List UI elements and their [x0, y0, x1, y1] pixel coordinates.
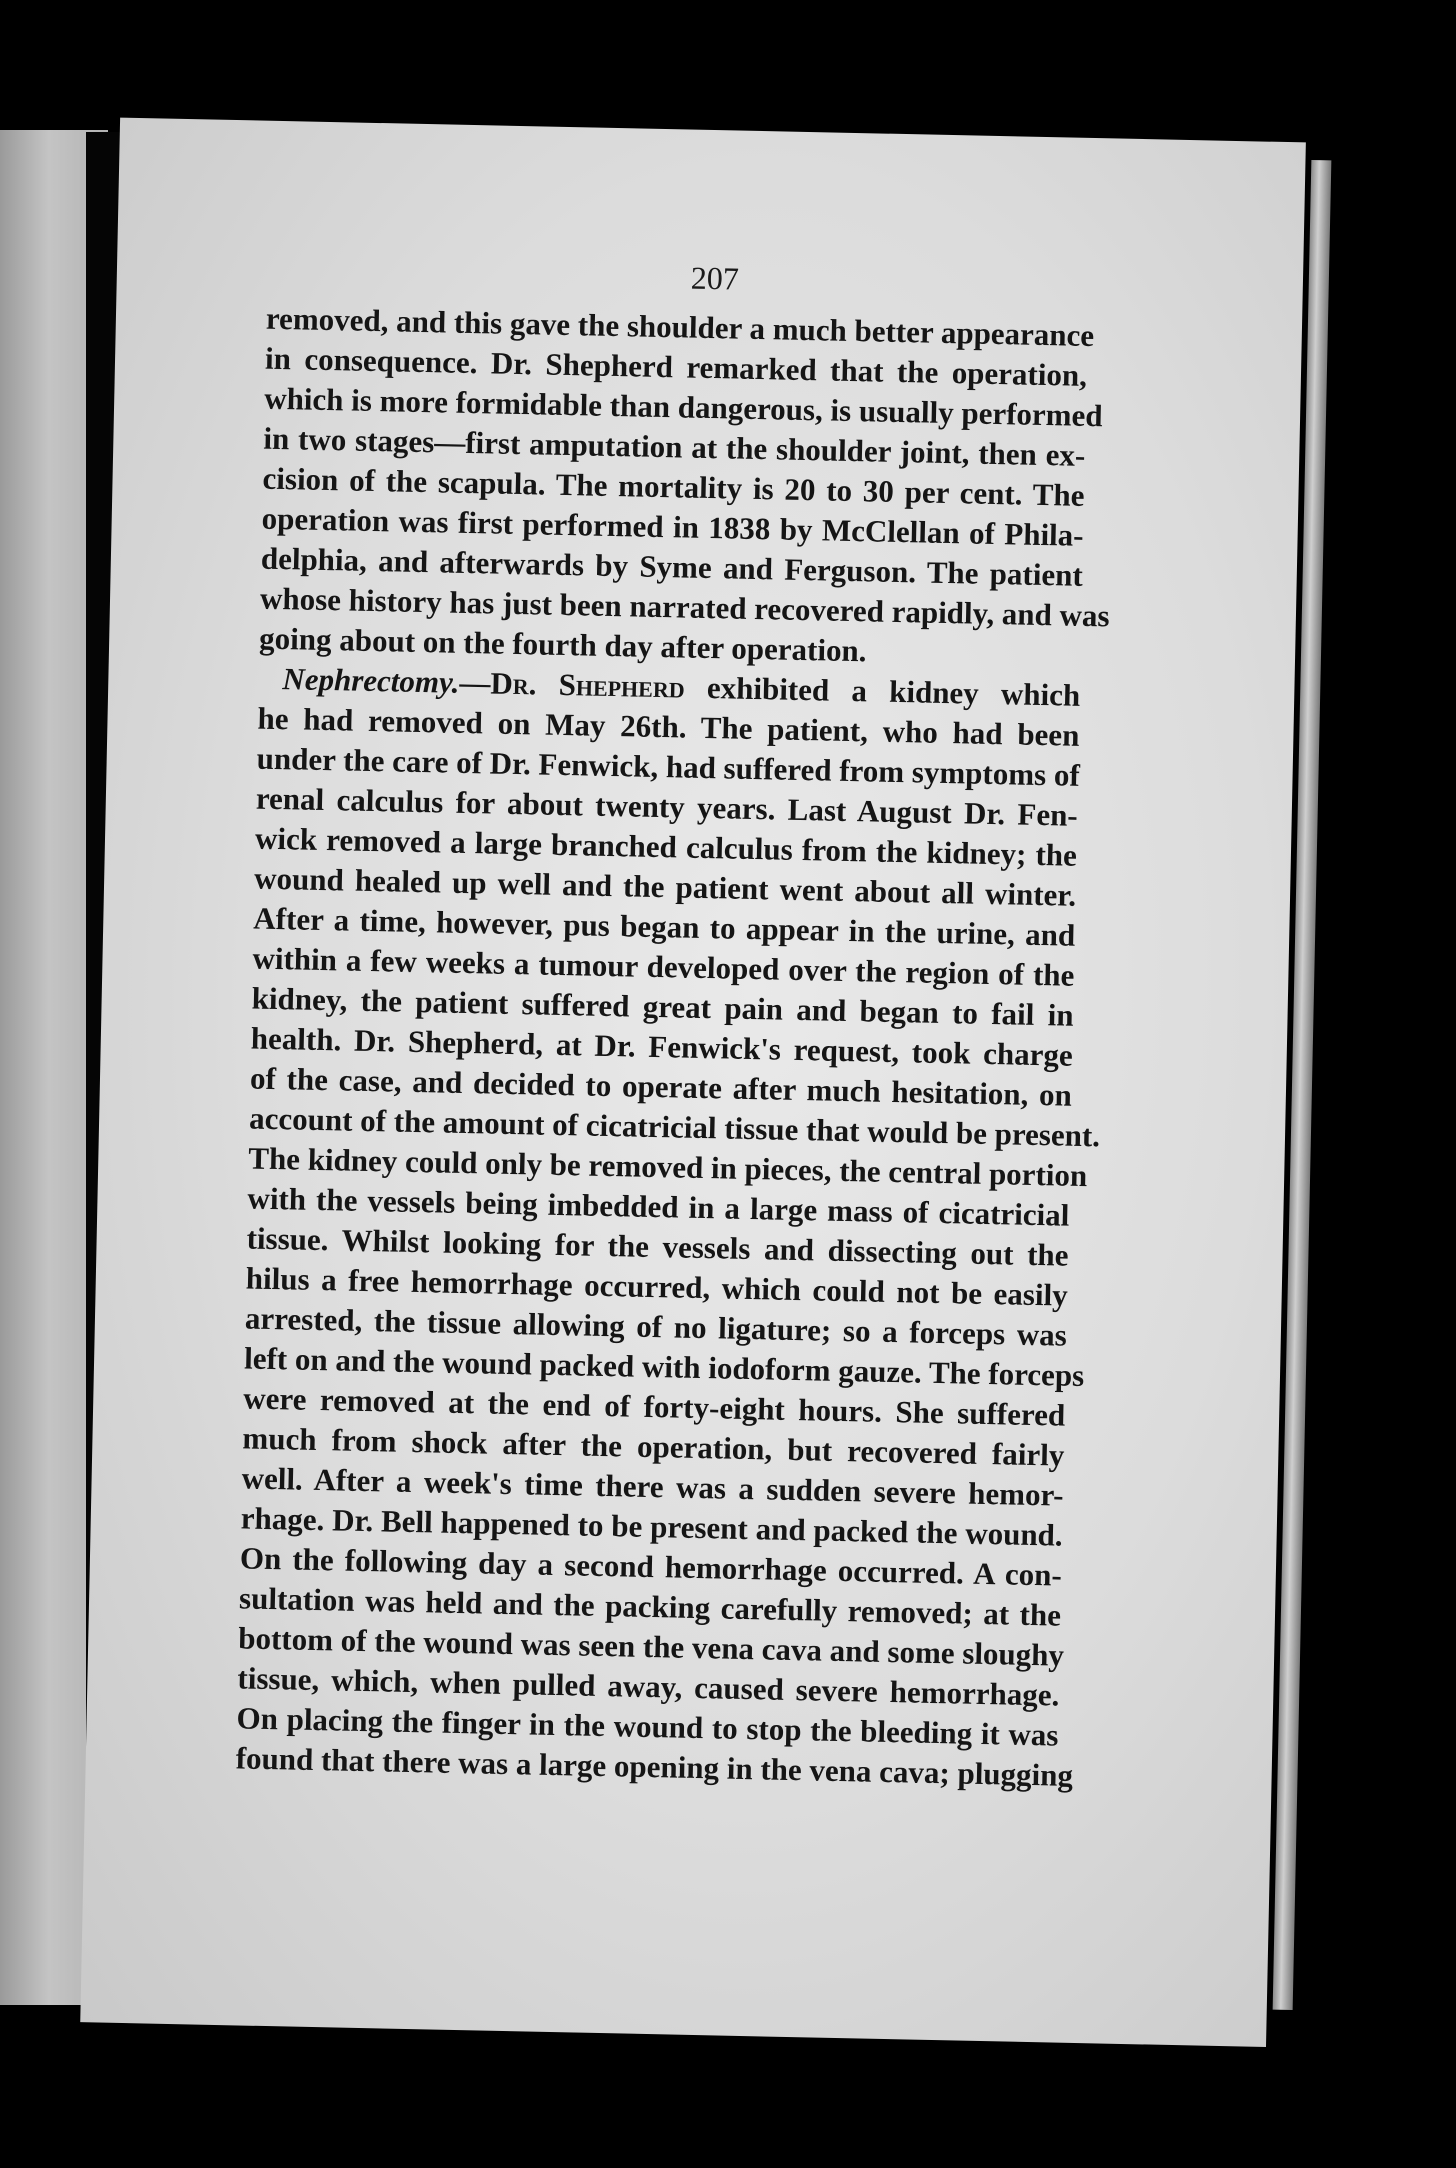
- text-line: account of the amount of cicatricial tissue that would be present.: [248, 1100, 1101, 1154]
- book-page: [80, 118, 1306, 2047]
- text-line: he had removed on May 26th. The patient, who had been: [257, 700, 1080, 753]
- text-line: On the following day a second hemorrhage occurred. A con-: [239, 1540, 1063, 1593]
- text-line: wick removed a large branched calculus from the kidney; the: [254, 820, 1078, 873]
- text-line: whose history has just been narrated recovered rapidly, and was: [259, 580, 1110, 634]
- text-line: much from shock after the operation, but recovered fairly: [242, 1420, 1065, 1473]
- text-line: On placing the finger in the wound to stop the bleeding it was: [236, 1700, 1059, 1753]
- text-line: delphia, and afterwards by Syme and Ferguson. The patient: [260, 540, 1084, 593]
- page-number: 207: [690, 259, 740, 297]
- text-line: wound healed up well and the patient went about all winter.: [253, 860, 1077, 913]
- text-line: kidney, the patient suffered great pain and began to fail in: [251, 980, 1074, 1033]
- text-line: going about on the fourth day after operation.: [258, 620, 867, 669]
- text-line: left on and the wound packed with iodoform gauze. The forceps: [243, 1340, 1085, 1394]
- text-line: bottom of the wound was seen the vena cava and some sloughy: [237, 1620, 1065, 1673]
- text-line: with the vessels being imbedded in a large mass of cicatricial: [247, 1180, 1070, 1233]
- text-line: found that there was a large opening in the vena cava; plugging: [235, 1740, 1074, 1793]
- text-line: hilus a free hemorrhage occurred, which could not be easily: [245, 1260, 1069, 1313]
- text-line: well. After a week's time there was a sudden severe hemor-: [241, 1460, 1064, 1513]
- text-line: arrested, the tissue allowing of no ligature; so a forceps was: [244, 1300, 1068, 1353]
- text-line: within a few weeks a tumour developed over the region of the: [252, 940, 1075, 993]
- first-line-text: exhibited a kidney which: [684, 669, 1081, 713]
- speaker-name: Dr. Shepherd: [490, 665, 686, 705]
- text-line: After a time, however, pus began to appear in the urine, and: [253, 900, 1076, 953]
- text-line: removed, and this gave the shoulder a much better appearance: [265, 300, 1095, 354]
- text-line: of the case, and decided to operate after much hesitation, on: [249, 1060, 1073, 1113]
- text-line: The kidney could only be removed in pieces, the central portion: [248, 1140, 1088, 1194]
- paragraph-shoulder-operation: [258, 299, 1110, 676]
- text-line: tissue. Whilst looking for the vessels and dissecting out the: [246, 1220, 1069, 1273]
- text-line: health. Dr. Shepherd, at Dr. Fenwick's request, took charge: [250, 1020, 1074, 1073]
- heading-dash: —: [459, 664, 491, 701]
- page-body: [235, 299, 1110, 1796]
- text-line: were removed at the end of forty-eight hours. She suffered: [242, 1380, 1066, 1433]
- text-line: cision of the scapula. The mortality is 20 to 30 per cent. The: [262, 460, 1085, 513]
- text-line: under the care of Dr. Fenwick, had suffered from symptoms of: [256, 740, 1081, 793]
- text-line: tissue, which, when pulled away, caused severe hemorrhage.: [237, 1660, 1060, 1713]
- text-line: sultation was held and the packing carefully removed; at the: [238, 1580, 1062, 1633]
- text-line: renal calculus for about twenty years. Last August Dr. Fen-: [255, 780, 1079, 833]
- text-line: which is more formidable than dangerous, is usually performed: [263, 380, 1103, 434]
- text-line: in two stages—first amputation at the shoulder joint, then ex-: [263, 420, 1086, 473]
- text-line: operation was first performed in 1838 by McClellan of Phila-: [261, 500, 1084, 553]
- text-line: rhage. Dr. Bell happened to be present and packed the wound.: [240, 1500, 1064, 1553]
- text-line: in consequence. Dr. Shepherd remarked that the operation,: [264, 340, 1088, 393]
- section-heading: Nephrectomy.: [282, 661, 460, 700]
- paragraph-nephrectomy: [235, 659, 1101, 1796]
